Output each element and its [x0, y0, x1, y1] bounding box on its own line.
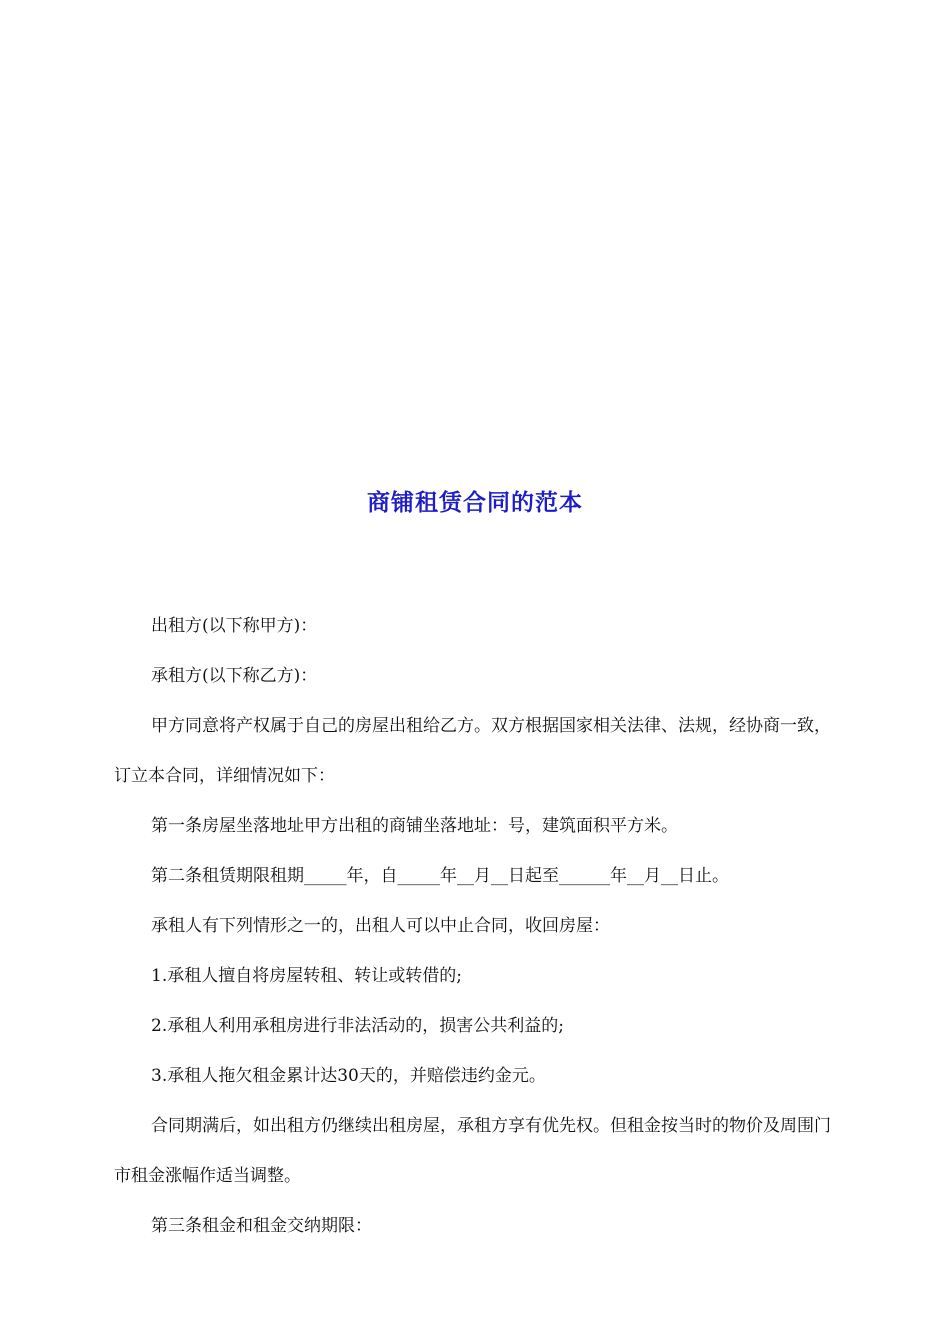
document-body: [114, 601, 839, 1251]
paragraph-condition-1: 1.承租人擅自将房屋转租、转让或转借的;: [151, 966, 462, 986]
paragraph-article-1: 第一条房屋坐落地址甲方出租的商铺坐落地址：号，建筑面积平方米。: [151, 816, 678, 836]
paragraph-lessor: 出租方(以下称甲方)：: [151, 616, 318, 636]
paragraph-agreement-intro: 甲方同意将产权属于自己的房屋出租给乙方。双方根据国家相关法律、法规，经协商一致，订立本合同，详细情况如下：: [114, 716, 831, 786]
paragraph-renewal: 合同期满后，如出租方仍继续出租房屋，承租方享有优先权。但租金按当时的物价及周围门市租金涨幅作适当调整。: [114, 1116, 831, 1186]
paragraph-lessee: 承租方(以下称乙方)：: [151, 666, 318, 686]
document-title: 商铺租赁合同的范本: [367, 490, 583, 516]
paragraph-condition-3: 3.承租人拖欠租金累计达30天的，并赔偿违约金元。: [151, 1066, 546, 1086]
paragraph-condition-2: 2.承租人利用承租房进行非法活动的，损害公共利益的;: [151, 1016, 564, 1036]
paragraph-termination-conditions: 承租人有下列情形之一的，出租人可以中止合同，收回房屋：: [151, 916, 610, 936]
paragraph-article-3: 第三条租金和租金交纳期限：: [151, 1216, 372, 1236]
paragraph-article-2: 第二条租赁期限租期_____年，自_____年__月__日起至______年__月__日止。: [151, 866, 729, 886]
